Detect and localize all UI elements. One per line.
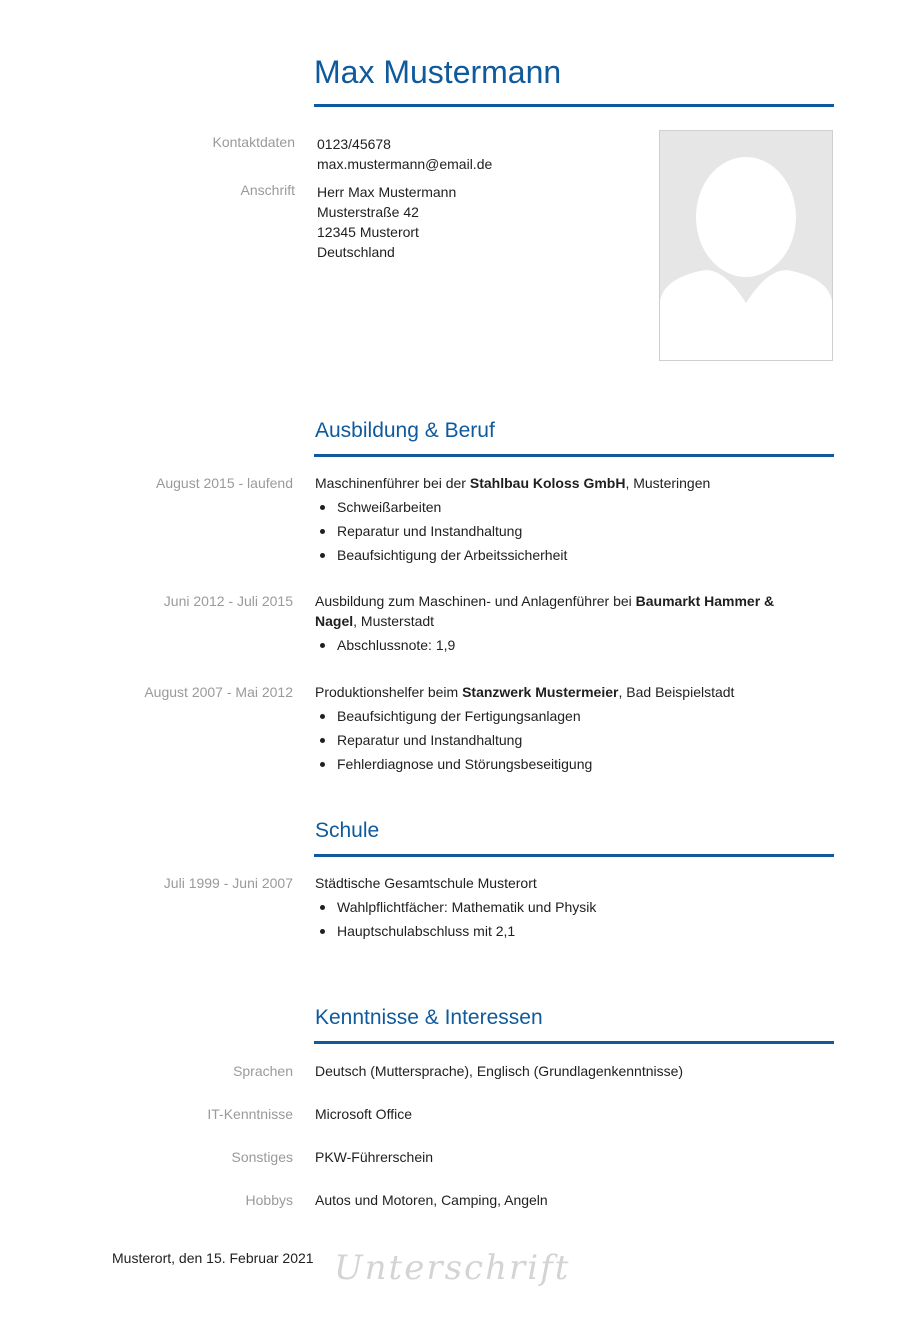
company-name: Stanzwerk Mustermeier — [462, 684, 619, 700]
section-title-skills: Kenntnisse & Interessen — [315, 1006, 543, 1029]
skill-value: Microsoft Office — [315, 1106, 412, 1122]
address-label: Anschrift — [240, 182, 295, 198]
entry-description: Produktionshelfer beim Stanzwerk Mustermeier, Bad Beispielstadt — [315, 684, 735, 700]
title-divider — [314, 104, 834, 107]
entry-description: Ausbildung zum Maschinen- und Anlagenführer bei Baumarkt Hammer & — [315, 593, 775, 609]
section-divider — [314, 454, 834, 457]
skill-label: Sprachen — [233, 1063, 293, 1079]
entry-description-cont: Nagel, Musterstadt — [315, 613, 435, 629]
address-line: Herr Max Mustermann — [317, 184, 457, 200]
entry-bullets — [315, 895, 596, 943]
entry-date: Juni 2012 - Juli 2015 — [163, 593, 293, 609]
company-name: Baumarkt Hammer & — [635, 593, 775, 609]
company-name: Stahlbau Koloss GmbH — [469, 475, 626, 491]
signature-placeholder: Unterschrift — [334, 1248, 571, 1288]
entry-date: Juli 1999 - Juni 2007 — [163, 875, 293, 891]
address-line: Musterstraße 42 — [317, 204, 419, 220]
section-title-school: Schule — [315, 819, 380, 842]
skill-label: Sonstiges — [231, 1149, 293, 1165]
contact-label: Kontaktdaten — [212, 134, 295, 150]
list-item: Schweißarbeiten — [315, 495, 567, 519]
section-divider — [314, 854, 834, 857]
place-date: Musterort, den 15. Februar 2021 — [112, 1250, 314, 1266]
profile-photo-placeholder — [659, 130, 833, 361]
phone-number: 0123/45678 — [317, 136, 391, 152]
list-item: Wahlpflichtfächer: Mathematik und Physik — [315, 895, 596, 919]
list-item: Beaufsichtigung der Fertigungsanlagen — [315, 704, 592, 728]
list-item: Hauptschulabschluss mit 2,1 — [315, 919, 596, 943]
list-item: Reparatur und Instandhaltung — [315, 728, 592, 752]
school-name: Städtische Gesamtschule Musterort — [315, 875, 537, 891]
entry-bullets — [315, 704, 592, 776]
skill-value: Deutsch (Muttersprache), Englisch (Grundlagenkenntnisse) — [315, 1063, 684, 1079]
page-title: Max Mustermann — [314, 54, 562, 90]
entry-bullets — [315, 495, 567, 567]
list-item: Abschlussnote: 1,9 — [315, 633, 455, 657]
list-item: Fehlerdiagnose und Störungsbeseitigung — [315, 752, 592, 776]
skill-label: IT-Kenntnisse — [207, 1106, 293, 1122]
email-address: max.mustermann@email.de — [317, 156, 493, 172]
address-line: 12345 Musterort — [317, 224, 419, 240]
entry-description: Maschinenführer bei der Stahlbau Koloss GmbH, Musteringen — [315, 475, 711, 491]
list-item: Reparatur und Instandhaltung — [315, 519, 567, 543]
skill-value: Autos und Motoren, Camping, Angeln — [315, 1192, 548, 1208]
section-divider — [314, 1041, 834, 1044]
entry-date: August 2007 - Mai 2012 — [144, 684, 293, 700]
entry-date: August 2015 - laufend — [156, 475, 293, 491]
section-title-experience: Ausbildung & Beruf — [315, 419, 495, 442]
skill-value: PKW-Führerschein — [315, 1149, 434, 1165]
list-item: Beaufsichtigung der Arbeitssicherheit — [315, 543, 567, 567]
skill-label: Hobbys — [245, 1192, 293, 1208]
address-line: Deutschland — [317, 244, 395, 260]
company-name: Nagel — [315, 613, 354, 629]
entry-bullets — [315, 633, 455, 657]
avatar-silhouette-icon — [660, 131, 832, 360]
